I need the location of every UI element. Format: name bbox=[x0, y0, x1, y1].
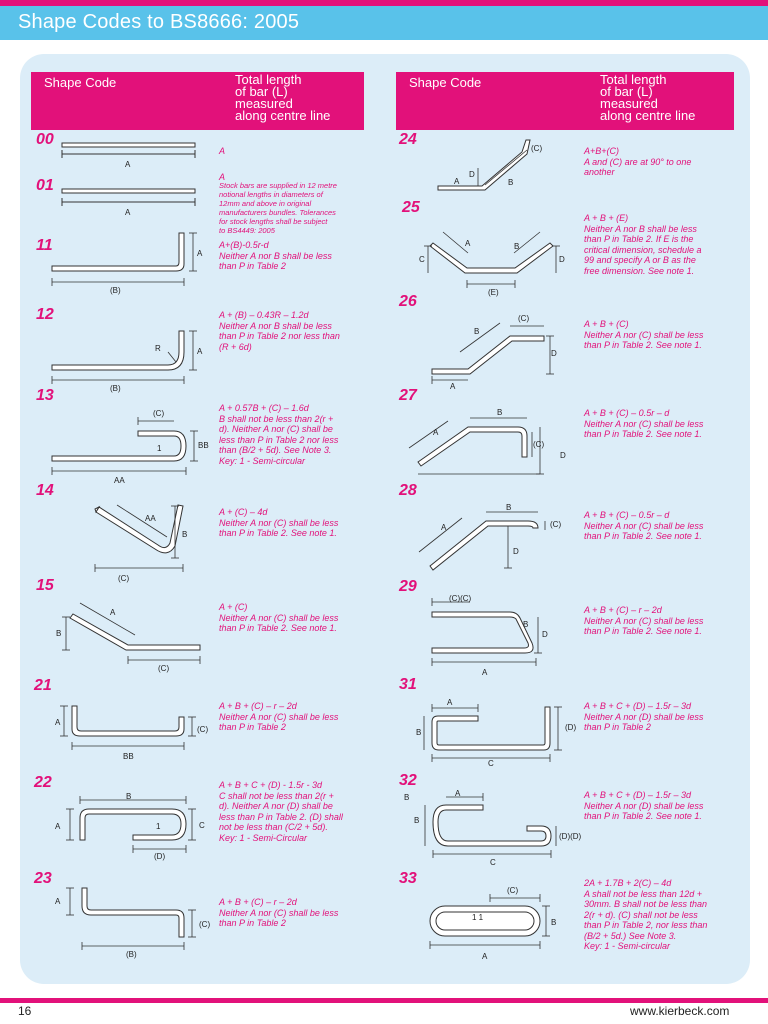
dim-label: D bbox=[542, 630, 548, 639]
dim-label: A bbox=[482, 668, 488, 677]
formula-15: A + (C) Neither A nor (C) shall be less than P in Table 2. See note 1. bbox=[219, 602, 339, 633]
dim-label: A bbox=[125, 160, 131, 169]
shape-code-27: 27 bbox=[399, 387, 417, 404]
formula-26: A + B + (C) Neither A nor (C) shall be less than P in Table 2. See note 1. bbox=[584, 319, 704, 350]
shape-code-heading: Shape Code bbox=[44, 75, 117, 90]
dim-label: (B) bbox=[110, 286, 121, 295]
dim-label: A bbox=[433, 428, 439, 437]
dim-label: A bbox=[441, 523, 447, 532]
dim-label: (D) bbox=[565, 723, 577, 732]
shape-code-13: 13 bbox=[36, 387, 54, 404]
dim-label: B bbox=[508, 178, 514, 187]
page-number: 16 bbox=[18, 1004, 32, 1018]
bottom-rule bbox=[0, 998, 768, 1003]
formula-25: A + B + (E) Neither A nor B shall be less than P in Table 2. If E is the critical dimension, schedule a 99 and specify A or B as the free dimension. See note 1. bbox=[584, 213, 702, 276]
dim-label: (C)(C) bbox=[449, 594, 472, 603]
total-length-heading: Total length of bar (L) measured along centre line bbox=[235, 72, 331, 123]
dim-label: A bbox=[55, 897, 61, 906]
dim-label: B bbox=[414, 816, 420, 825]
shape-code-29: 29 bbox=[399, 578, 417, 595]
dim-label: B bbox=[523, 620, 529, 629]
dim-label: (B) bbox=[110, 384, 121, 393]
dim-label: A bbox=[110, 608, 116, 617]
shape-code-28: 28 bbox=[399, 482, 417, 499]
formula-00: A bbox=[219, 146, 226, 156]
dim-label: 1 bbox=[156, 822, 161, 831]
note-01: Stock bars are supplied in 12 metre notional lengths in diameters of 12mm and above in original manufacturers bundles. Tolerances for stock lengths shall be subject to BS4449: 2005 bbox=[219, 181, 337, 235]
dim-label: B bbox=[182, 530, 188, 539]
shape-code-11: 11 bbox=[36, 237, 53, 254]
shape-code-00: 00 bbox=[36, 131, 54, 148]
dim-label: (C) bbox=[550, 520, 562, 529]
dim-label: (C) bbox=[158, 664, 170, 673]
formula-31: A + B + C + (D) – 1.5r – 3d Neither A nor (D) shall be less than P in Table 2 bbox=[584, 701, 704, 732]
dim-label: BB bbox=[123, 752, 134, 761]
shape-code-22: 22 bbox=[34, 774, 52, 791]
dim-label: A bbox=[197, 347, 203, 356]
dim-label: B bbox=[474, 327, 480, 336]
formula-27: A + B + (C) – 0.5r – d Neither A nor (C) shall be less than P in Table 2. See note 1. bbox=[584, 408, 704, 439]
formula-11: A+(B)-0.5r-d Neither A nor B shall be less than P in Table 2 bbox=[219, 240, 332, 271]
dim-label: C bbox=[490, 858, 496, 867]
dim-label: D bbox=[513, 547, 519, 556]
dim-label: B bbox=[551, 918, 557, 927]
dim-label: (B) bbox=[126, 950, 137, 959]
dim-label: B bbox=[506, 503, 512, 512]
shape-code-32: 32 bbox=[399, 772, 417, 789]
dim-label: (D) bbox=[154, 852, 166, 861]
dim-label: C bbox=[488, 759, 494, 768]
dim-label: (D)(D) bbox=[559, 832, 582, 841]
formula-33: 2A + 1.7B + 2(C) – 4d A shall not be less than 12d + 30mm. B shall not be less than 2(r + d). (C) shall not be less than P in Table 2, nor less than (B/2 + 5d.) See Note 3. Key: 1 - Semi-circular bbox=[584, 878, 708, 951]
dim-label: D bbox=[469, 170, 475, 179]
shape-code-21: 21 bbox=[34, 677, 52, 694]
shape-code-23: 23 bbox=[34, 870, 52, 887]
dim-label: A bbox=[454, 177, 460, 186]
dim-label: A bbox=[447, 698, 453, 707]
dim-label: BB bbox=[198, 441, 209, 450]
dim-label: A bbox=[55, 718, 61, 727]
formula-13: A + 0.57B + (C) – 1.6d B shall not be less than 2(r + d). Neither A nor (C) shall be less than P in Table 2 nor less than (B/2 + 5d). See Note 3. Key: 1 - Semi-circular bbox=[219, 403, 339, 466]
page-title: Shape Codes to BS8666: 2005 bbox=[18, 11, 300, 33]
dim-label: A bbox=[125, 208, 131, 217]
dim-label: A bbox=[465, 239, 471, 248]
shape-code-24: 24 bbox=[399, 131, 417, 148]
dim-label: (C) bbox=[197, 725, 209, 734]
shape-code-33: 33 bbox=[399, 870, 417, 887]
dim-label: A bbox=[455, 789, 461, 798]
dim-label: (E) bbox=[488, 288, 499, 297]
dim-label: C bbox=[419, 255, 425, 264]
shape-code-12: 12 bbox=[36, 306, 54, 323]
dim-label: C bbox=[199, 821, 205, 830]
dim-label: B bbox=[56, 629, 62, 638]
formula-01: A bbox=[219, 172, 226, 182]
dim-label: (C) bbox=[518, 314, 530, 323]
dim-label: (C) bbox=[199, 920, 211, 929]
dim-label: B bbox=[404, 793, 410, 802]
dim-label: 1 bbox=[157, 444, 162, 453]
formula-23: A + B + (C) – r – 2d Neither A nor (C) shall be less than P in Table 2 bbox=[219, 897, 339, 928]
dim-label: D bbox=[560, 451, 566, 460]
total-length-heading: Total length of bar (L) measured along centre line bbox=[600, 72, 696, 123]
dim-label: AA bbox=[145, 514, 156, 523]
shape-code-26: 26 bbox=[399, 293, 417, 310]
shape-code-25: 25 bbox=[402, 199, 420, 216]
formula-32: A + B + C + (D) – 1.5r – 3d Neither A nor (D) shall be less than P in Table 2. See note 1. bbox=[584, 790, 704, 821]
formula-21: A + B + (C) – r – 2d Neither A nor (C) shall be less than P in Table 2 bbox=[219, 701, 339, 732]
dim-label: AA bbox=[114, 476, 125, 485]
shape-code-01: 01 bbox=[36, 177, 54, 194]
shape-code-heading: Shape Code bbox=[409, 75, 482, 90]
shape-code-14: 14 bbox=[36, 482, 54, 499]
shape-code-31: 31 bbox=[399, 676, 417, 693]
dim-label: A bbox=[450, 382, 456, 391]
formula-28: A + B + (C) – 0.5r – d Neither A nor (C) shall be less than P in Table 2. See note 1. bbox=[584, 510, 704, 541]
website-link[interactable]: www.kierbeck.com bbox=[630, 1004, 730, 1018]
dim-label: D bbox=[559, 255, 565, 264]
dim-label: A bbox=[482, 952, 488, 961]
dim-label: A bbox=[197, 249, 203, 258]
formula-12: A + (B) – 0.43R – 1.2d Neither A nor B shall be less than P in Table 2 nor less than (R + 6d) bbox=[219, 310, 340, 352]
dim-label: (C) bbox=[507, 886, 519, 895]
dim-label: D bbox=[551, 349, 557, 358]
dim-label: A bbox=[55, 822, 61, 831]
dim-label: (C) bbox=[153, 409, 165, 418]
dim-label: R bbox=[155, 344, 161, 353]
formula-24: A+B+(C) A and (C) are at 90° to one another bbox=[584, 146, 692, 177]
formula-29: A + B + (C) – r – 2d Neither A nor (C) shall be less than P in Table 2. See note 1. bbox=[584, 605, 704, 636]
dim-label: 1 1 bbox=[472, 913, 484, 922]
dim-label: (C) bbox=[533, 440, 545, 449]
shape-code-15: 15 bbox=[36, 577, 54, 594]
dim-label: B bbox=[514, 242, 520, 251]
dim-label: (C) bbox=[531, 144, 543, 153]
dim-label: B bbox=[416, 728, 422, 737]
dim-label: (C) bbox=[118, 574, 130, 583]
formula-14: A + (C) – 4d Neither A nor (C) shall be less than P in Table 2. See note 1. bbox=[219, 507, 339, 538]
dim-label: B bbox=[126, 792, 132, 801]
dim-label: B bbox=[497, 408, 503, 417]
formula-22: A + B + C + (D) - 1.5r - 3d C shall not be less than 2(r + d). Neither A nor (D) shall be less than P in Table 2. (D) shall not be less than (C/2 + 5d). Key: 1 - Semi-Circular bbox=[219, 780, 343, 843]
